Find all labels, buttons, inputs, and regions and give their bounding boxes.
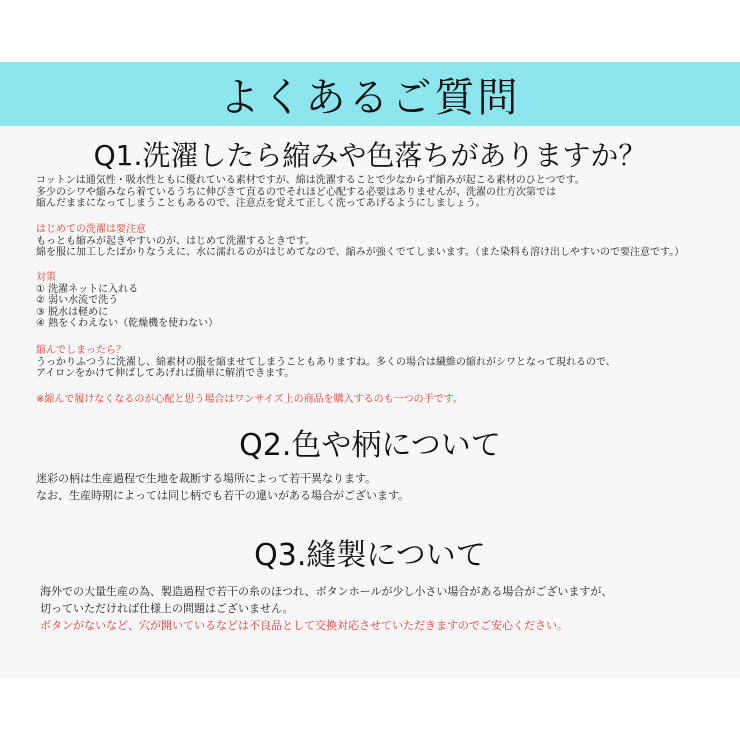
measure-item: ① 洗濯ネットに入れる xyxy=(36,283,139,295)
q3-line: 海外での大量生産の為、製造過程で若干の糸のほつれ、ボタンホールが少し小さい場合がある場合がございますが、 xyxy=(40,585,613,598)
q2-body xyxy=(36,470,409,504)
measures-heading: 対策 xyxy=(36,272,56,283)
shrunk-line: うっかりふつうに洗濯し、綿素材の服を縮ませてしまうこともありますね。多くの場合は繊維の縮れがシワとなって現れるので、 xyxy=(36,356,616,368)
q2-line: 迷彩の柄は生産過程で生地を裁断する場所によって若干異なります。 xyxy=(36,472,377,485)
q2-title: Q2.色や柄について xyxy=(239,428,501,463)
first-wash-line: もっとも縮みが起きやすいのが、はじめて洗濯するときです。 xyxy=(36,235,316,247)
q1-intro-line: 縮んだままになってしまうこともあるので、注意点を覚えて正しく洗ってあげるようにしましょう。 xyxy=(36,198,486,209)
measure-item: ④ 熱をくわえない（乾燥機を使わない） xyxy=(36,318,219,329)
page-title: よくあるご質問 xyxy=(219,74,521,121)
first-wash-heading: はじめての洗濯は要注意 xyxy=(36,224,146,235)
q1-intro-line: コットンは通気性・吸水性ともに優れている素材ですが、綿は洗濯することで少なからず縮みが起こる素材のひとつです。 xyxy=(36,175,585,186)
q2-line: なお、生産時期によっては同じ柄でも若干の違いがある場合がございます。 xyxy=(36,489,410,502)
q1-intro xyxy=(36,175,585,210)
shrunk-line: アイロンをかけて伸ばしてあげれば簡単に解消できます。 xyxy=(36,368,295,379)
q1-intro-line: 多少のシワや縮みなら着ているうちに伸びきて直るのでそれほど心配する必要はありませんが、洗濯の仕方次第では xyxy=(36,186,556,198)
q1-note: ※縮んで履けなくなるのが心配と思う場合はワンサイズ上の商品を購入するのも一つの手です。 xyxy=(36,394,463,405)
q3-line: 切っていただければ仕様上の問題はございません。 xyxy=(40,602,294,615)
measure-item: ③ 脱水は軽めに xyxy=(36,306,109,318)
q3-body xyxy=(40,583,612,634)
q3-title: Q3.縫製について xyxy=(254,538,486,573)
first-wash-line: 綿を服に加工したばかりなうえに、水に濡れるのがはじめてなので、縮みが強くでてしまいます。（また染料も溶け出しやすいので要注意です。） xyxy=(36,247,685,258)
q1-title: Q1.洗濯したら縮みや色落ちがありますか？ xyxy=(93,139,647,172)
measure-item: ② 弱い水流で洗う xyxy=(36,295,119,306)
q3-note: ボタンがないなど、穴が開いているなどは不良品として交換対応させていただきますのでご安心ください。 xyxy=(40,619,568,632)
shrunk-heading: 縮んでしまったら？ xyxy=(36,345,126,356)
q1-first-wash xyxy=(36,224,684,259)
q1-shrunk xyxy=(36,345,616,380)
header-banner xyxy=(0,62,740,126)
q1-measures xyxy=(36,272,218,330)
